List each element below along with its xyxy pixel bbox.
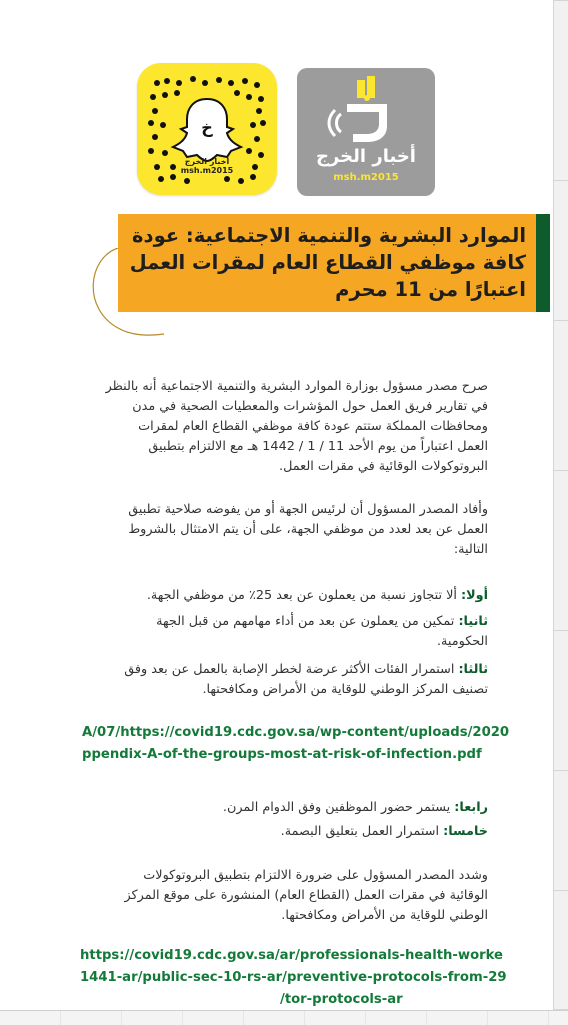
paragraph-2-line: العمل عن بعد لعدد من موظفي الجهة، على أن يتم الامتثال بالشروط	[128, 522, 488, 537]
headline-accent-bar	[536, 214, 550, 312]
reference-link-2-line[interactable]: https://covid19.cdc.gov.sa/ar/professionals-health-worke	[80, 948, 504, 963]
page-edge-tab	[553, 180, 568, 322]
decorative-curve	[78, 248, 168, 348]
paragraph-1-line: ومحافظات المملكة ستتم عودة كافة موظفي القطاع العام لمقرات	[138, 419, 488, 434]
reference-link-1-line[interactable]: A/07/https://covid19.cdc.gov.sa/wp-content/uploads/2020	[82, 725, 510, 740]
headline-banner	[118, 214, 536, 312]
condition-third-continuation: تصنيف المركز الوطني للوقاية من الأمراض ومكافحتها.	[202, 682, 488, 697]
condition-fourth-text: يستمر حضور الموظفين وفق الدوام المرن.	[222, 800, 455, 815]
condition-first	[68, 586, 488, 606]
reference-link-2-line[interactable]: 1441-ar/public-sec-10-rs-ar/preventive-protocols-from-29	[80, 970, 507, 985]
page-bottom-strip	[0, 1010, 568, 1025]
condition-fifth-label: خامسا:	[443, 824, 488, 839]
reference-link-2[interactable]	[80, 945, 540, 1011]
condition-second-text: تمكين من يعملون عن بعد من أداء مهامهم من قبل الجهة	[156, 614, 459, 629]
paragraph-3-line: الوقائية في مقرات العمل (القطاع العام) المنشورة على موقع المركز	[124, 888, 488, 903]
paragraph-2-line: التالية:	[453, 542, 488, 557]
reference-link-2-line[interactable]: /tor-protocols-ar	[280, 992, 403, 1007]
headline-line-3: اعتبارًا من 11 محرم	[335, 278, 526, 301]
paragraph-2-line: وأفاد المصدر المسؤول أن لرئيس الجهة أو من يفوضه صلاحية تطبيق	[128, 502, 488, 517]
condition-second-continuation: الحكومية.	[436, 634, 488, 649]
paragraph-1	[68, 377, 488, 477]
condition-fourth	[68, 798, 488, 818]
paragraph-2	[68, 500, 488, 560]
paragraph-1-line: صرح مصدر مسؤول بوزارة الموارد البشرية والتنمية الاجتماعية أنه بالنظر	[105, 379, 488, 394]
condition-third-text: استمرار الفئات الأكثر عرضة لخطر الإصابة بالعمل عن بعد وفق	[124, 662, 459, 677]
condition-second	[68, 612, 488, 652]
paragraph-1-line: العمل اعتباراً من يوم الأحد 11 / 1 / 1442 هـ مع الالتزام بتطبيق	[148, 439, 488, 454]
condition-fifth	[68, 822, 488, 842]
condition-third-label: ثالثا:	[458, 662, 488, 677]
condition-third	[68, 660, 488, 700]
reference-link-1[interactable]	[82, 722, 522, 766]
paragraph-3	[68, 866, 488, 926]
brand-logo-title: أخبار الخرج	[316, 146, 416, 167]
paragraph-3-line: الوطني للوقاية من الأمراض ومكافحتها.	[281, 908, 488, 923]
paragraph-1-line: في تقارير فريق العمل حول المؤشرات والمعطيات الصحية في مدن	[132, 399, 488, 414]
brand-logo-handle: msh.m2015	[333, 172, 399, 183]
condition-fourth-label: رابعا:	[454, 800, 488, 815]
page-edge-tab	[553, 770, 568, 892]
page-edge-tab	[553, 890, 568, 1010]
snapcode-dots	[137, 63, 277, 195]
brand-logo	[297, 68, 435, 196]
paragraph-1-line: البروتوكولات الوقائية في مقرات العمل.	[279, 459, 488, 474]
headline-line-1: الموارد البشرية والتنمية الاجتماعية: عودة	[132, 224, 526, 247]
condition-second-label: ثانيا:	[458, 614, 488, 629]
page-edge-tab	[553, 320, 568, 472]
page-edge-tab	[553, 630, 568, 772]
condition-first-label: أولا:	[461, 588, 488, 603]
condition-fifth-text: استمرار العمل بتعليق البصمة.	[280, 824, 444, 839]
brand-logo-mark	[297, 68, 435, 148]
condition-first-text: ألا تتجاوز نسبة من يعملون عن بعد 25٪ من موظفي الجهة.	[146, 588, 461, 603]
page-edge-tab	[553, 0, 568, 182]
snapcode-logo	[137, 63, 277, 195]
reference-link-1-line[interactable]: ppendix-A-of-the-groups-most-at-risk-of-infection.pdf	[82, 747, 482, 762]
headline	[126, 222, 526, 303]
paragraph-3-line: وشدد المصدر المسؤول على ضرورة الالتزام بتطبيق البروتوكولات	[143, 868, 488, 883]
svg-text:خ: خ	[201, 118, 213, 137]
snapcode-caption: أخبار الخرج msh.m2015	[180, 157, 234, 175]
page-edge-tab	[553, 470, 568, 632]
headline-line-2: كافة موظفي القطاع العام لمقرات العمل	[129, 251, 526, 274]
